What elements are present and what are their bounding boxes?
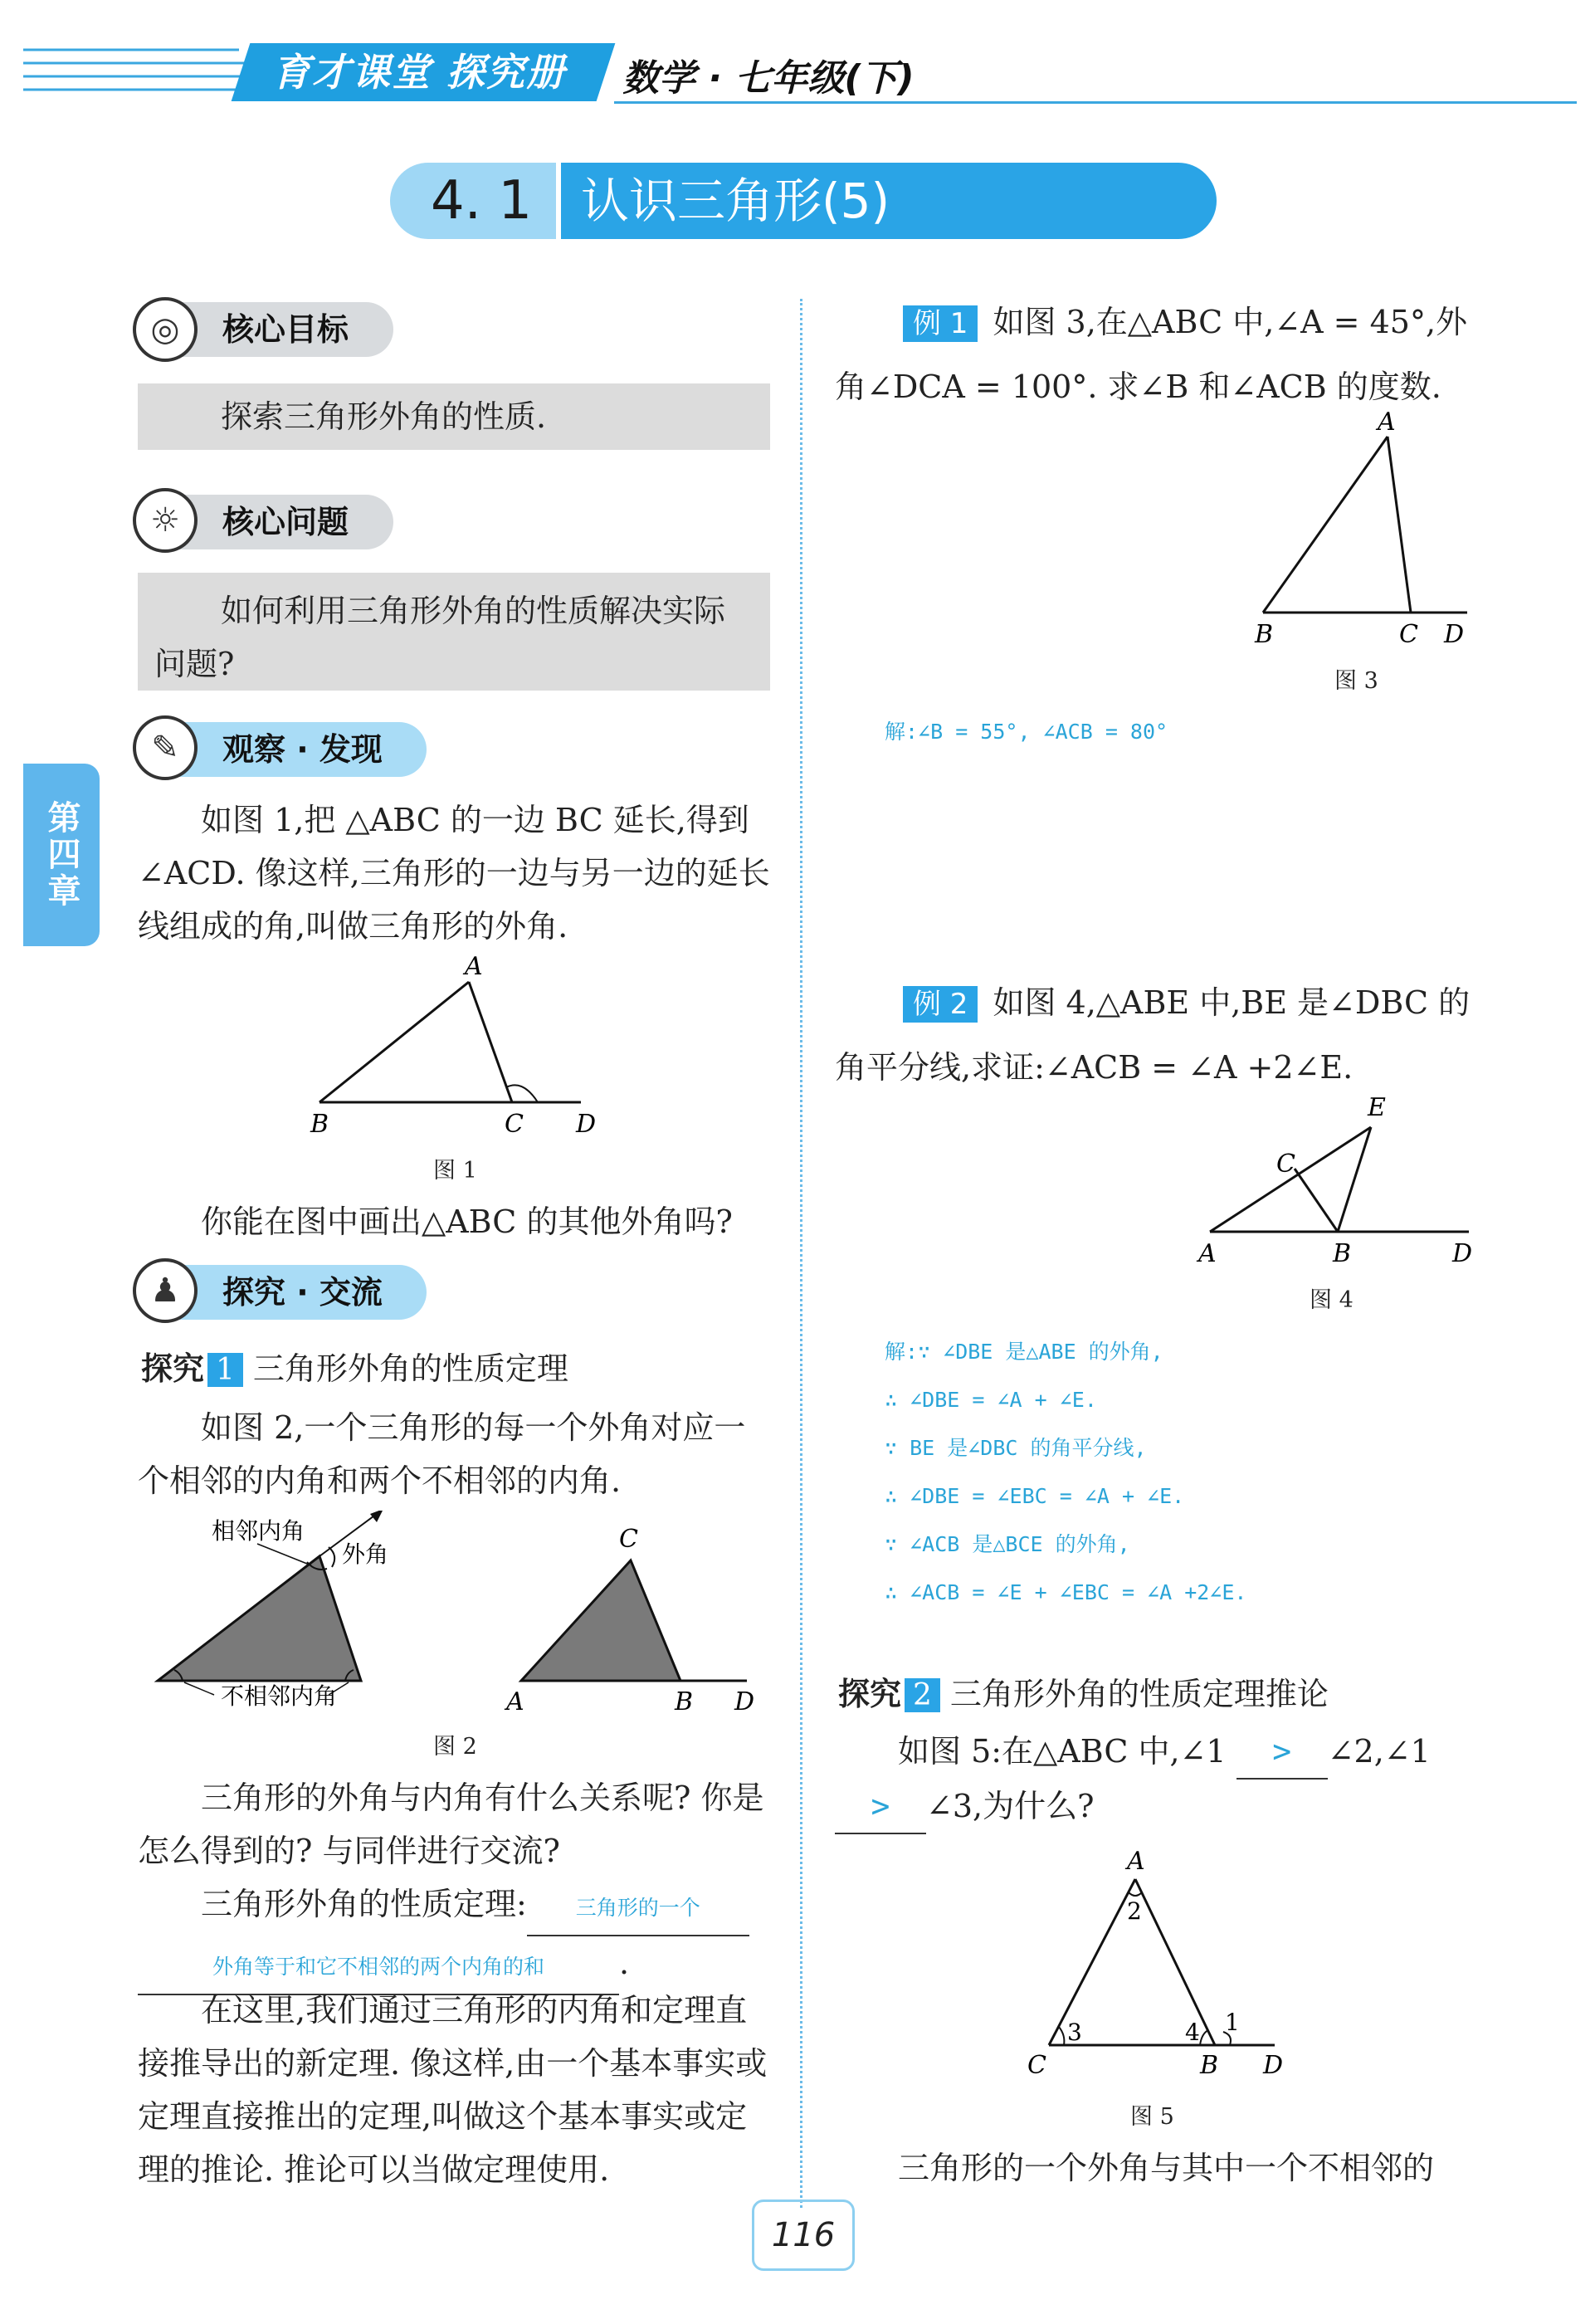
core-goal-text: 探索三角形外角的性质. — [221, 398, 547, 435]
ex1-tag: 例 1 — [903, 305, 978, 342]
ex2-text: 如图 4,△ABE 中,BE 是∠DBC 的角平分线,求证:∠ACB = ∠A +2∠E. — [835, 984, 1471, 1086]
fig4-label-d: D — [1452, 1239, 1473, 1267]
fig4-side-be — [1338, 1127, 1371, 1232]
theorem-prefix: 三角形外角的性质定理: — [201, 1886, 527, 1922]
header-rule — [614, 101, 1577, 104]
fig4-label-b: B — [1333, 1239, 1352, 1267]
section-number: 4. 1 — [390, 163, 573, 239]
fig1-side-ac — [469, 982, 512, 1102]
fig1-label-a: A — [465, 954, 483, 981]
ex2-answer-line: 解:∵ ∠DBE 是△ABE 的外角, — [885, 1340, 1163, 1364]
fig2-label-adjacent: 相邻内角 — [212, 1517, 305, 1545]
fig4-caption: 图 4 — [1310, 1287, 1354, 1313]
page-number: 116 — [752, 2200, 855, 2271]
tj1-question: 三角形的外角与内角有什么关系呢? 你是怎么得到的? 与同伴进行交流? — [138, 1780, 764, 1869]
ex2-answer-line: ∵ BE 是∠DBC 的角平分线, — [885, 1436, 1147, 1460]
figure-5 — [1001, 1836, 1300, 2085]
tj2-question — [835, 1725, 1565, 1834]
fig5-label-d: D — [1263, 2051, 1284, 2080]
fig2-pointer-adjacent — [257, 1544, 311, 1565]
theorem-line — [138, 1877, 770, 1995]
fig5-arc-2 — [1129, 1892, 1142, 1896]
ex2-answer-line: ∵ ∠ACB 是△BCE 的外角, — [885, 1532, 1130, 1556]
ex2-block — [835, 971, 1474, 1099]
ex2-answer-line: ∴ ∠DBE = ∠EBC = ∠A + ∠E. — [885, 1484, 1185, 1508]
fig4-label-c: C — [1276, 1150, 1295, 1179]
fig1-label-d: D — [576, 1110, 597, 1139]
fig4-side-ae — [1210, 1127, 1371, 1232]
lightbulb-icon: ☼ — [133, 488, 198, 553]
figure-1 — [299, 954, 614, 1162]
fig2-exterior-arc — [329, 1547, 334, 1567]
fig5-label-1: 1 — [1225, 2009, 1240, 2036]
fig2-caption: 图 2 — [433, 1734, 477, 1760]
header-subject: 数学 · 七年级(下) — [622, 57, 915, 100]
theorem-end: . — [619, 1945, 630, 1981]
fig5-label-c: C — [1027, 2051, 1046, 2080]
inference-text: 在这里,我们通过三角形的内角和定理直接推导出的新定理. 像这样,由一个基本事实或定理直接推出的定理,叫做这个基本事实或定理的推论. 推论可以当做定理使用. — [138, 1992, 768, 2188]
fig3-label-a: A — [1378, 410, 1396, 437]
explore-label: 探究 · 交流 — [222, 1274, 383, 1311]
core-question-box — [138, 573, 770, 691]
tj2-last-line: 三角形的一个外角与其中一个不相邻的 — [898, 2150, 1435, 2186]
fig2-label-non-adjacent: 不相邻内角 — [221, 1682, 338, 1710]
ex2-answer-line: ∴ ∠ACB = ∠E + ∠EBC = ∠A +2∠E. — [885, 1580, 1247, 1604]
tj2-blank-1: > — [1236, 1725, 1328, 1780]
figure-3 — [1236, 410, 1485, 651]
fig1-label-c: C — [505, 1110, 524, 1139]
fig5-label-a: A — [1127, 1847, 1145, 1876]
fig3-label-c: C — [1399, 620, 1418, 649]
fig4-label-e: E — [1368, 1093, 1386, 1122]
ex1-text: 如图 3,在△ABC 中,∠A = 45°,外角∠DCA = 100°. 求∠B 和∠ACB 的度数. — [835, 304, 1468, 405]
figure-4 — [1187, 1092, 1485, 1267]
group-icon: ♟ — [133, 1258, 198, 1323]
section-title: 认识三角形(5) — [561, 163, 1217, 239]
fig3-caption: 图 3 — [1334, 668, 1378, 694]
fig2-label-b: B — [675, 1687, 694, 1716]
header-series-band — [232, 43, 616, 101]
reader-icon: ✎ — [133, 715, 198, 780]
fig3-label-b: B — [1255, 620, 1274, 649]
theorem-answer-1: 三角形的一个 — [527, 1882, 749, 1936]
core-question-text: 如何利用三角形外角的性质解决实际问题? — [154, 593, 726, 682]
ex1-block — [835, 290, 1474, 418]
fig5-side-ab — [1135, 1879, 1215, 2045]
core-goal-label: 核心目标 — [222, 311, 349, 348]
tj1-number: 1 — [207, 1353, 243, 1387]
tj2-blank-2: > — [835, 1780, 926, 1834]
fig5-arc-4 — [1200, 2030, 1208, 2045]
tj2-number: 2 — [905, 1678, 940, 1712]
header-series: 育才课堂 探究册 — [272, 50, 567, 95]
tj1-prefix: 探究 — [141, 1350, 205, 1387]
ex2-answer-line: ∴ ∠DBE = ∠A + ∠E. — [885, 1388, 1097, 1412]
fig3-side-ab — [1263, 437, 1388, 613]
fig5-label-b: B — [1200, 2051, 1219, 2080]
fig3-label-d: D — [1444, 620, 1465, 649]
tj2-title: 三角形外角的性质定理推论 — [949, 1676, 1329, 1712]
ex1-answer: 解:∠B = 55°, ∠ACB = 80° — [885, 720, 1168, 744]
fig5-label-4: 4 — [1185, 2019, 1200, 2046]
fig1-caption: 图 1 — [433, 1158, 477, 1184]
fig2-label-a: A — [506, 1687, 524, 1716]
tj2-line1a: 如图 5:在△ABC 中,∠1 — [898, 1733, 1227, 1770]
observe-question: 你能在图中画出△ABC 的其他外角吗? — [201, 1204, 733, 1240]
observe-label: 观察 · 发现 — [222, 731, 383, 768]
fig5-label-2: 2 — [1127, 1897, 1142, 1925]
tj1-text: 如图 2,一个三角形的每一个外角对应一个相邻的内角和两个不相邻的内角. — [138, 1409, 746, 1499]
fig5-arc-3 — [1059, 2027, 1064, 2045]
tj1-title: 三角形外角的性质定理 — [252, 1350, 568, 1387]
observe-text: 如图 1,把 △ABC 的一边 BC 延长,得到∠ACD. 像这样,三角形的一边与另一边的延长线组成的角,叫做三角形的外角. — [138, 802, 770, 945]
theorem-answer-2: 外角等于和它不相邻的两个内角的和 — [138, 1941, 619, 1995]
fig4-label-a: A — [1198, 1239, 1217, 1267]
core-question-label: 核心问题 — [222, 504, 349, 540]
ex2-tag: 例 2 — [903, 986, 978, 1023]
core-goal-box — [138, 383, 770, 450]
fig2-pointer-left — [184, 1682, 214, 1695]
tj2-line2b: ∠3,为什么? — [926, 1788, 1095, 1824]
tj1-heading — [141, 1343, 772, 1389]
fig1-label-b: B — [310, 1110, 329, 1139]
fig2-left-triangle — [158, 1556, 361, 1681]
fig4-side-cb — [1295, 1169, 1338, 1232]
tj2-line1b: ∠2,∠1 — [1327, 1733, 1431, 1770]
column-divider — [800, 299, 802, 2208]
ex2-answer — [885, 1328, 1565, 1617]
fig5-label-3: 3 — [1067, 2019, 1082, 2046]
fig2-label-exterior: 外角 — [342, 1540, 389, 1568]
fig2-right-triangle — [521, 1560, 680, 1681]
fig2-label-c: C — [619, 1525, 638, 1554]
fig5-side-ca — [1049, 1879, 1135, 2045]
chapter-tab: 第四章 — [23, 764, 100, 946]
figure-2 — [141, 1511, 772, 1726]
fig3-side-ac — [1388, 437, 1411, 613]
fig5-caption: 图 5 — [1130, 2104, 1174, 2130]
tj2-prefix: 探究 — [838, 1676, 902, 1712]
fig1-side-ab — [319, 982, 469, 1102]
tj2-heading — [838, 1668, 1568, 1714]
target-icon: ◎ — [133, 297, 198, 362]
fig2-label-d: D — [734, 1687, 755, 1716]
